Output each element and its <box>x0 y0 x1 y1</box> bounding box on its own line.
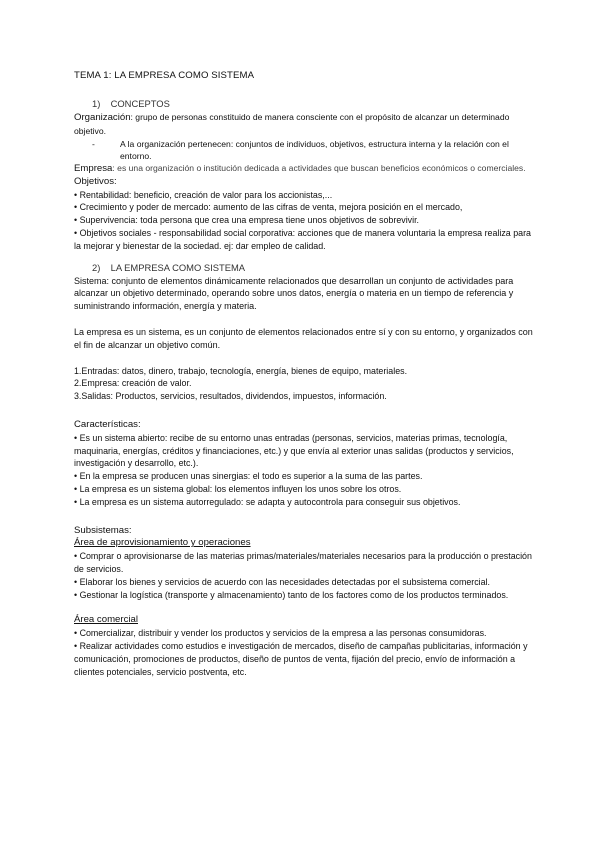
caracteristicas-list <box>74 432 536 509</box>
list-item: • Crecimiento y poder de mercado: aumento de las cifras de venta, mejora posición en el mercado, <box>74 202 463 213</box>
area-aprovisionamiento-title: Área de aprovisionamiento y operaciones <box>74 537 251 549</box>
list-item: • En la empresa se producen unas sinergias: el todo es superior a la suma de las partes. <box>74 471 423 482</box>
empresa-text: : es una organización o institución dedicada a actividades que buscan beneficios económicos o comerciales. <box>112 163 526 173</box>
area-aprovisionamiento-list <box>74 550 536 601</box>
list-item: 3.Salidas: Productos, servicios, resultados, dividendos, impuestos, información. <box>74 391 387 402</box>
objetivos-list <box>74 189 536 253</box>
list-item: • Comercializar, distribuir y vender los productos y servicios de la empresa a las personas consumidoras. <box>74 628 487 639</box>
area-comercial-list <box>74 627 536 678</box>
list-item: 2.Empresa: creación de valor. <box>74 378 192 389</box>
section-title: CONCEPTOS <box>110 98 170 109</box>
list-item: • Gestionar la logística (transporte y almacenamiento) tanto de los factores como de los productos terminados. <box>74 589 509 600</box>
organizacion-paragraph <box>74 111 536 138</box>
pertenecen-text: A la organización pertenecen: conjuntos de individuos, objetivos, estructura interna y la relación con el entorno. <box>120 138 509 161</box>
empresa-term: Empresa <box>74 163 113 174</box>
section-title: LA EMPRESA COMO SISTEMA <box>110 261 246 273</box>
list-item: • Rentabilidad: beneficio, creación de valor para los accionistas,... <box>74 189 333 200</box>
section-heading-conceptos <box>92 98 536 109</box>
caracteristicas-label: Características: <box>74 418 141 430</box>
organizacion-text: : grupo de personas constituido de manera consciente con el propósito de alcanzar un determinado objetivo. <box>74 112 510 136</box>
list-item: • Objetivos sociales - responsabilidad social corporativa: acciones que de manera voluntaria la empresa realiza para la mejorar y bienestar de la sociedad. ej: dar empleo de calidad. <box>74 227 531 251</box>
dash-marker: - <box>92 138 95 149</box>
sistema-paragraph: Sistema: conjunto de elementos dinámicamente relacionados que desarrollan un conjunto de actividades para alcanzar un objetivo determinado, operando sobre unos datos, energía o materia en un tiempo de referencia y suministrando información, energía y materia. <box>74 275 514 312</box>
list-item: • Comprar o aprovisionarse de las materias primas/materiales/materiales necesarios para la producción o prestación de servicios. <box>74 551 532 574</box>
objetivos-label: Objetivos: <box>74 175 117 187</box>
list-item: • Realizar actividades como estudios e investigación de mercados, diseño de campañas publicitarias, información y comunicación, promociones de productos, diseño de puntos de venta, fijación del precio, envío de información a clientes potenciales, servicio postventa, etc. <box>74 640 528 677</box>
list-item: • Supervivencia: toda persona que crea una empresa tiene unos objetivos de sobrevivir. <box>74 215 420 226</box>
subsistemas-label: Subsistemas: <box>74 524 132 536</box>
list-item: • La empresa es un sistema global: los elementos influyen los unos sobre los otros. <box>74 483 402 494</box>
section-number: 1) <box>92 98 101 109</box>
empresa-paragraph <box>74 162 536 176</box>
area-comercial-title: Área comercial <box>74 614 138 626</box>
section-heading-sistema <box>92 262 536 273</box>
section-number: 2) <box>92 261 101 273</box>
organizacion-term: Organización <box>74 112 131 123</box>
list-item: • La empresa es un sistema autorregulado: se adapta y autocontrola para conseguir sus objetivos. <box>74 496 461 507</box>
list-item: • Es un sistema abierto: recibe de su entorno unas entradas (personas, servicios, materias primas, tecnología, maquinaria, energías, créditos y financiaciones, etc.) y que envía al exterior unas salidas (productos y servicios, investigación y desarrollo, etc.). <box>74 432 514 469</box>
elementos-list <box>74 365 536 403</box>
empresa-sistema-paragraph: La empresa es un sistema, es un conjunto de elementos relacionados entre sí y con su entorno, y organizados con el fin de alcanzar un objetivo común. <box>74 326 533 350</box>
document-title: TEMA 1: LA EMPRESA COMO SISTEMA <box>74 70 255 81</box>
pertenecen-item <box>92 138 536 162</box>
list-item: • Elaborar los bienes y servicios de acuerdo con las necesidades detectadas por el subsistema comercial. <box>74 576 491 587</box>
list-item: 1.Entradas: datos, dinero, trabajo, tecnología, energía, bienes de equipo, materiales. <box>74 365 408 376</box>
